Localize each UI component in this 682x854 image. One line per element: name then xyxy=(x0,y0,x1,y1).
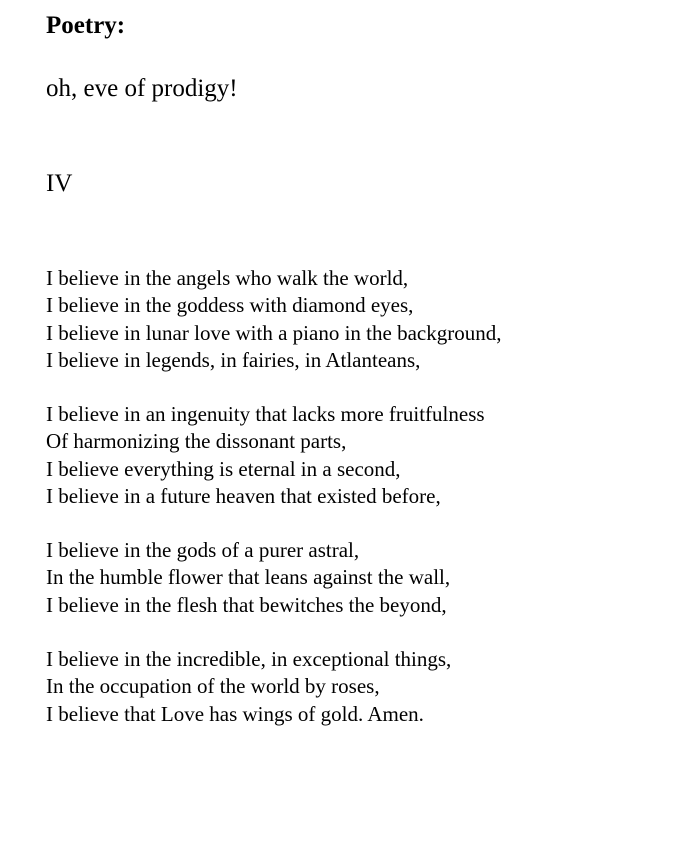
stanza xyxy=(46,537,666,619)
poem-line: In the occupation of the world by roses, xyxy=(46,674,380,699)
poem-line: I believe in the goddess with diamond eyes, xyxy=(46,293,414,318)
poem-line: I believe in the angels who walk the world, xyxy=(46,266,409,290)
poem-line: I believe in the incredible, in exceptional things, xyxy=(46,647,452,671)
stanza xyxy=(46,401,666,510)
poem-line: Of harmonizing the dissonant parts, xyxy=(46,429,347,454)
poem-line: I believe everything is eternal in a second, xyxy=(46,456,401,481)
stanza xyxy=(46,265,666,374)
section-number: IV xyxy=(46,170,73,197)
poem-line: I believe in the flesh that bewitches the beyond, xyxy=(46,592,447,617)
poem-line: I believe in legends, in fairies, in Atlanteans, xyxy=(46,347,421,372)
poem-line: I believe in the gods of a purer astral, xyxy=(46,538,360,562)
poem-line: In the humble flower that leans against the wall, xyxy=(46,565,451,590)
stanza xyxy=(46,646,666,728)
poem-line: I believe in a future heaven that existed before, xyxy=(46,483,441,508)
poem-line: I believe in an ingenuity that lacks more fruitfulness xyxy=(46,402,485,426)
poem-line: I believe in lunar love with a piano in the background, xyxy=(46,320,502,345)
poem-title: oh, eve of prodigy! xyxy=(46,75,238,102)
poem-line: I believe that Love has wings of gold. Amen. xyxy=(46,701,424,726)
page-heading: Poetry: xyxy=(46,12,126,39)
